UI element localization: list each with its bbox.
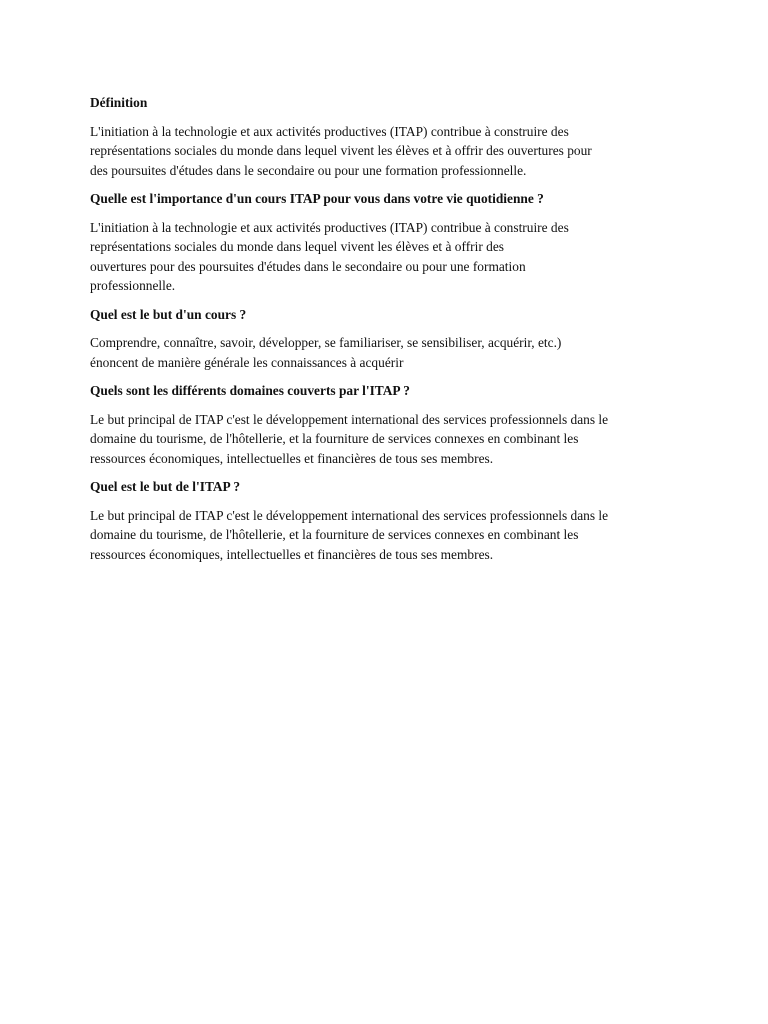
- paragraph-line: Comprendre, connaître, savoir, développer, se familiariser, se sensibiliser, acquérir, etc.): [90, 335, 562, 350]
- document-page: [90, 93, 690, 573]
- paragraph-line: L'initiation à la technologie et aux activités productives (ITAP) contribue à construire des: [90, 219, 569, 235]
- paragraph-line: ressources économiques, intellectuelles et financières de tous ses membres.: [90, 546, 494, 562]
- paragraph-line: Le but principal de ITAP c'est le développement international des services professionnels dans le: [90, 411, 609, 427]
- paragraph-line: représentations sociales du monde dans lequel vivent les élèves et à offrir des ouvertures pour: [90, 143, 592, 158]
- section-paragraph-importance: [90, 218, 690, 296]
- section-heading-domaines: Quels sont les différents domaines couverts par l'ITAP ?: [90, 383, 410, 398]
- section-heading-definition: Définition: [90, 95, 148, 110]
- paragraph-line: représentations sociales du monde dans lequel vivent les élèves et à offrir des: [90, 239, 504, 254]
- paragraph-line: ressources économiques, intellectuelles et financières de tous ses membres.: [90, 450, 494, 466]
- paragraph-line: domaine du tourisme, de l'hôtellerie, et la fourniture de services connexes en combinant les: [90, 431, 579, 446]
- paragraph-line: énoncent de manière générale les connaissances à acquérir: [90, 354, 404, 370]
- section-paragraph-domaines: [90, 410, 690, 469]
- section-heading-but-itap: Quel est le but de l'ITAP ?: [90, 479, 241, 494]
- section-paragraph-but-cours: [90, 333, 690, 372]
- paragraph-line: des poursuites d'études dans le secondaire ou pour une formation professionnelle.: [90, 162, 527, 178]
- paragraph-line: professionnelle.: [90, 278, 176, 293]
- paragraph-line: Le but principal de ITAP c'est le développement international des services professionnels dans le: [90, 507, 609, 523]
- paragraph-line: L'initiation à la technologie et aux activités productives (ITAP) contribue à construire des: [90, 123, 569, 139]
- section-heading-but-cours: Quel est le but d'un cours ?: [90, 306, 247, 322]
- section-paragraph-definition: [90, 122, 690, 181]
- section-paragraph-but-itap: [90, 506, 690, 565]
- paragraph-line: domaine du tourisme, de l'hôtellerie, et la fourniture de services connexes en combinant les: [90, 527, 579, 542]
- section-heading-importance: Quelle est l'importance d'un cours ITAP pour vous dans votre vie quotidienne ?: [90, 191, 544, 206]
- paragraph-line: ouvertures pour des poursuites d'études dans le secondaire ou pour une formation: [90, 258, 526, 274]
